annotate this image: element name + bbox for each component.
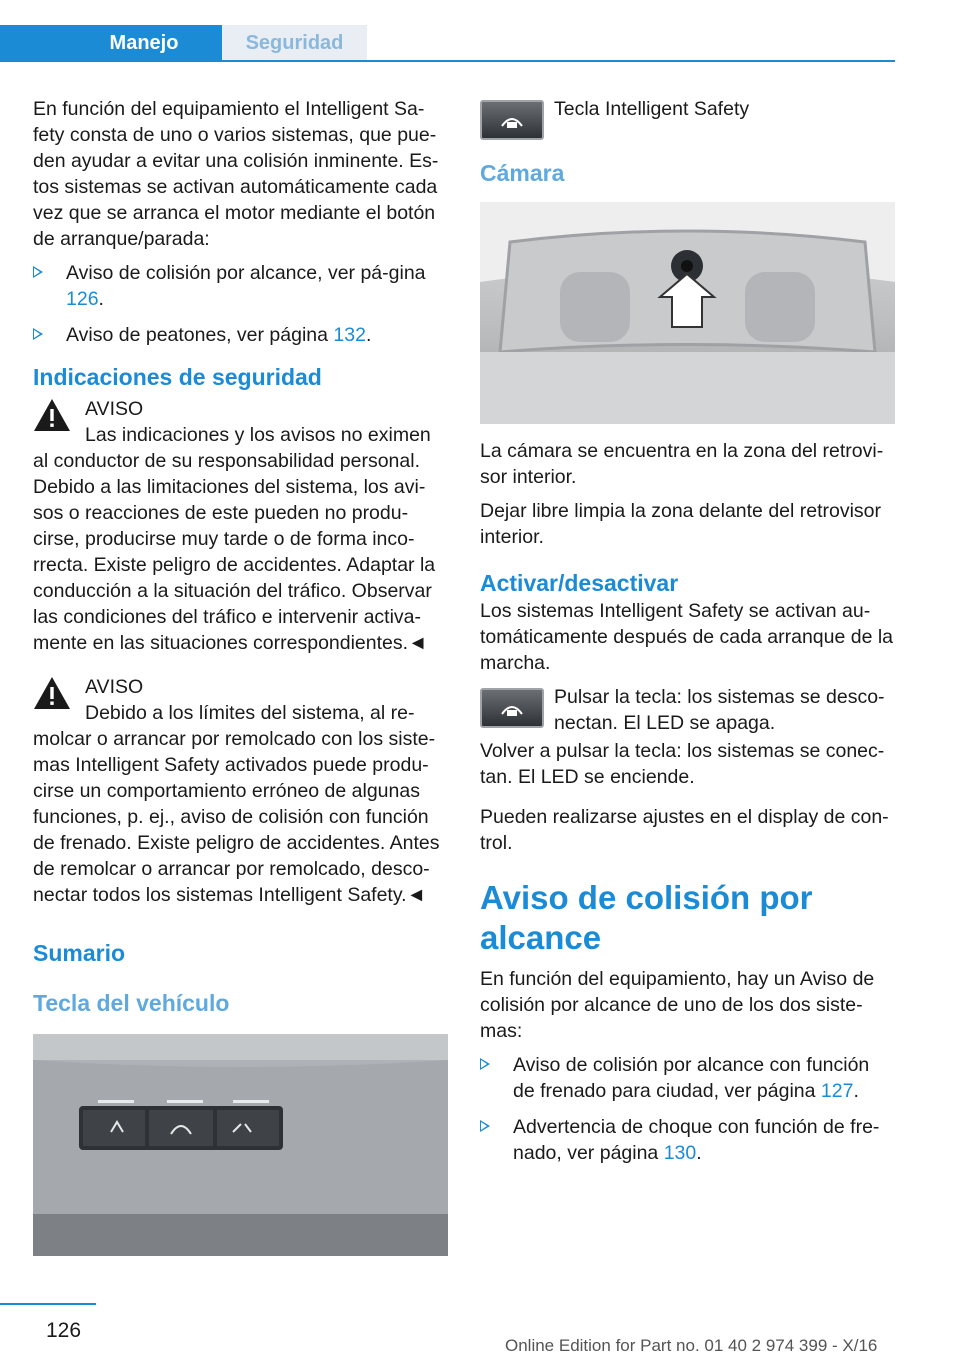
- intelligent-safety-button-icon: [480, 100, 544, 140]
- list-item: Advertencia de choque con función de fre-nado, ver página 130.: [480, 1114, 895, 1166]
- forward-collision-heading: Aviso de colisión por alcance: [480, 879, 813, 956]
- camera-paragraph-2: Dejar libre limpia la zona delante del retrovisor interior.: [480, 500, 882, 548]
- page-link-132[interactable]: 132: [333, 324, 366, 346]
- warning-block: [33, 674, 448, 908]
- page-link-127[interactable]: 127: [820, 1080, 854, 1102]
- page-number: 126: [46, 1319, 82, 1342]
- right-column: [480, 96, 895, 1176]
- page-link-126[interactable]: 126: [66, 288, 99, 310]
- activate-paragraph: Los sistemas Intelligent Safety se activan au-tomáticamente después de cada arranque de la marcha.: [480, 600, 894, 674]
- press-again-text: Volver a pulsar la tecla: los sistemas se conec-tan. El LED se enciende.: [480, 740, 885, 788]
- list-item: Aviso de peatones, ver página 132.: [33, 322, 448, 348]
- warning-triangle-icon: [33, 676, 71, 710]
- tab-seguridad[interactable]: Seguridad: [222, 25, 367, 61]
- list-item: Aviso de colisión por alcance con función de frenado para ciudad, ver página 127.: [480, 1052, 895, 1104]
- header-rule: [0, 60, 895, 62]
- tab-manejo[interactable]: Manejo: [0, 25, 222, 61]
- safety-heading: Indicaciones de seguridad: [33, 364, 322, 390]
- camera-paragraph-1: La cámara se encuentra en la zona del retrovi-sor interior.: [480, 440, 884, 488]
- forward-collision-intro: En función del equipamiento, hay un Aviso de colisión por alcance de uno de los dos siste-mas:: [480, 968, 875, 1042]
- camera-photo: [480, 202, 895, 424]
- list-item: Aviso de colisión por alcance, ver pá-gina 126.: [33, 260, 448, 312]
- vehicle-key-photo: [33, 1034, 448, 1256]
- key-label: Tecla Intelligent Safety: [554, 98, 750, 120]
- display-settings-text: Pueden realizarse ajustes en el display de con-trol.: [480, 806, 889, 854]
- top-tab-bar: [0, 0, 960, 62]
- left-column: [33, 96, 448, 1256]
- bullet-triangle-icon: [480, 1058, 490, 1070]
- warning-label: AVISO: [85, 676, 144, 698]
- footer-rule: [0, 1303, 96, 1305]
- edition-note: Online Edition for Part no. 01 40 2 974 399 - X/16: [505, 1336, 878, 1355]
- intelligent-safety-key-row: [480, 96, 895, 150]
- press-key-row: [480, 684, 895, 738]
- warning-triangle-icon: [33, 398, 71, 432]
- warning-text: Debido a los límites del sistema, al re-molcar o arrancar por remolcado con los siste-mas Intelligent Safety activados puede produ-cirse un comportamiento erróneo de algunas funciones, p. ej., aviso de colisión con función de frenado. Existe peligro de accidentes. Antes de remolcar o arrancar por remolcado, desco-nectar todos los sistemas Intelligent Safety.◄: [33, 702, 440, 906]
- bullet-triangle-icon: [33, 328, 43, 340]
- page-footer: [0, 1303, 960, 1362]
- vehicle-key-heading: Tecla del vehículo: [33, 990, 230, 1016]
- press-key-text: Pulsar la tecla: los sistemas se desco-nectan. El LED se apaga.: [554, 686, 885, 734]
- warning-block: [33, 396, 448, 656]
- camera-heading: Cámara: [480, 160, 565, 186]
- summary-heading: Sumario: [33, 940, 126, 966]
- bullet-triangle-icon: [480, 1120, 490, 1132]
- activate-heading: Activar/desactivar: [480, 570, 679, 596]
- page-link-130[interactable]: 130: [663, 1142, 697, 1164]
- intro-paragraph: En función del equipamiento el Intelligent Sa-fety consta de uno o varios sistemas, que pue-den ayudar a evitar una colisión inminente. Es-tos sistemas se activan automáticamente cada vez que se arranca el motor mediante el botón de arranque/parada:: [33, 98, 439, 250]
- intelligent-safety-button-icon: [480, 688, 544, 728]
- warning-text: Las indicaciones y los avisos no eximen al conductor de su responsabilidad personal. Debido a las limitaciones del sistema, los avi-sos o reacciones de este pueden no produ-cirse, producirse muy tarde o de forma inco-rrecta. Existe peligro de accidentes. Adaptar la conducción a la situación del tráfico. Observar las condiciones del tráfico e intervenir activa-mente en las situaciones correspondientes.◄: [33, 424, 436, 654]
- bullet-triangle-icon: [33, 266, 43, 278]
- warning-label: AVISO: [85, 398, 144, 420]
